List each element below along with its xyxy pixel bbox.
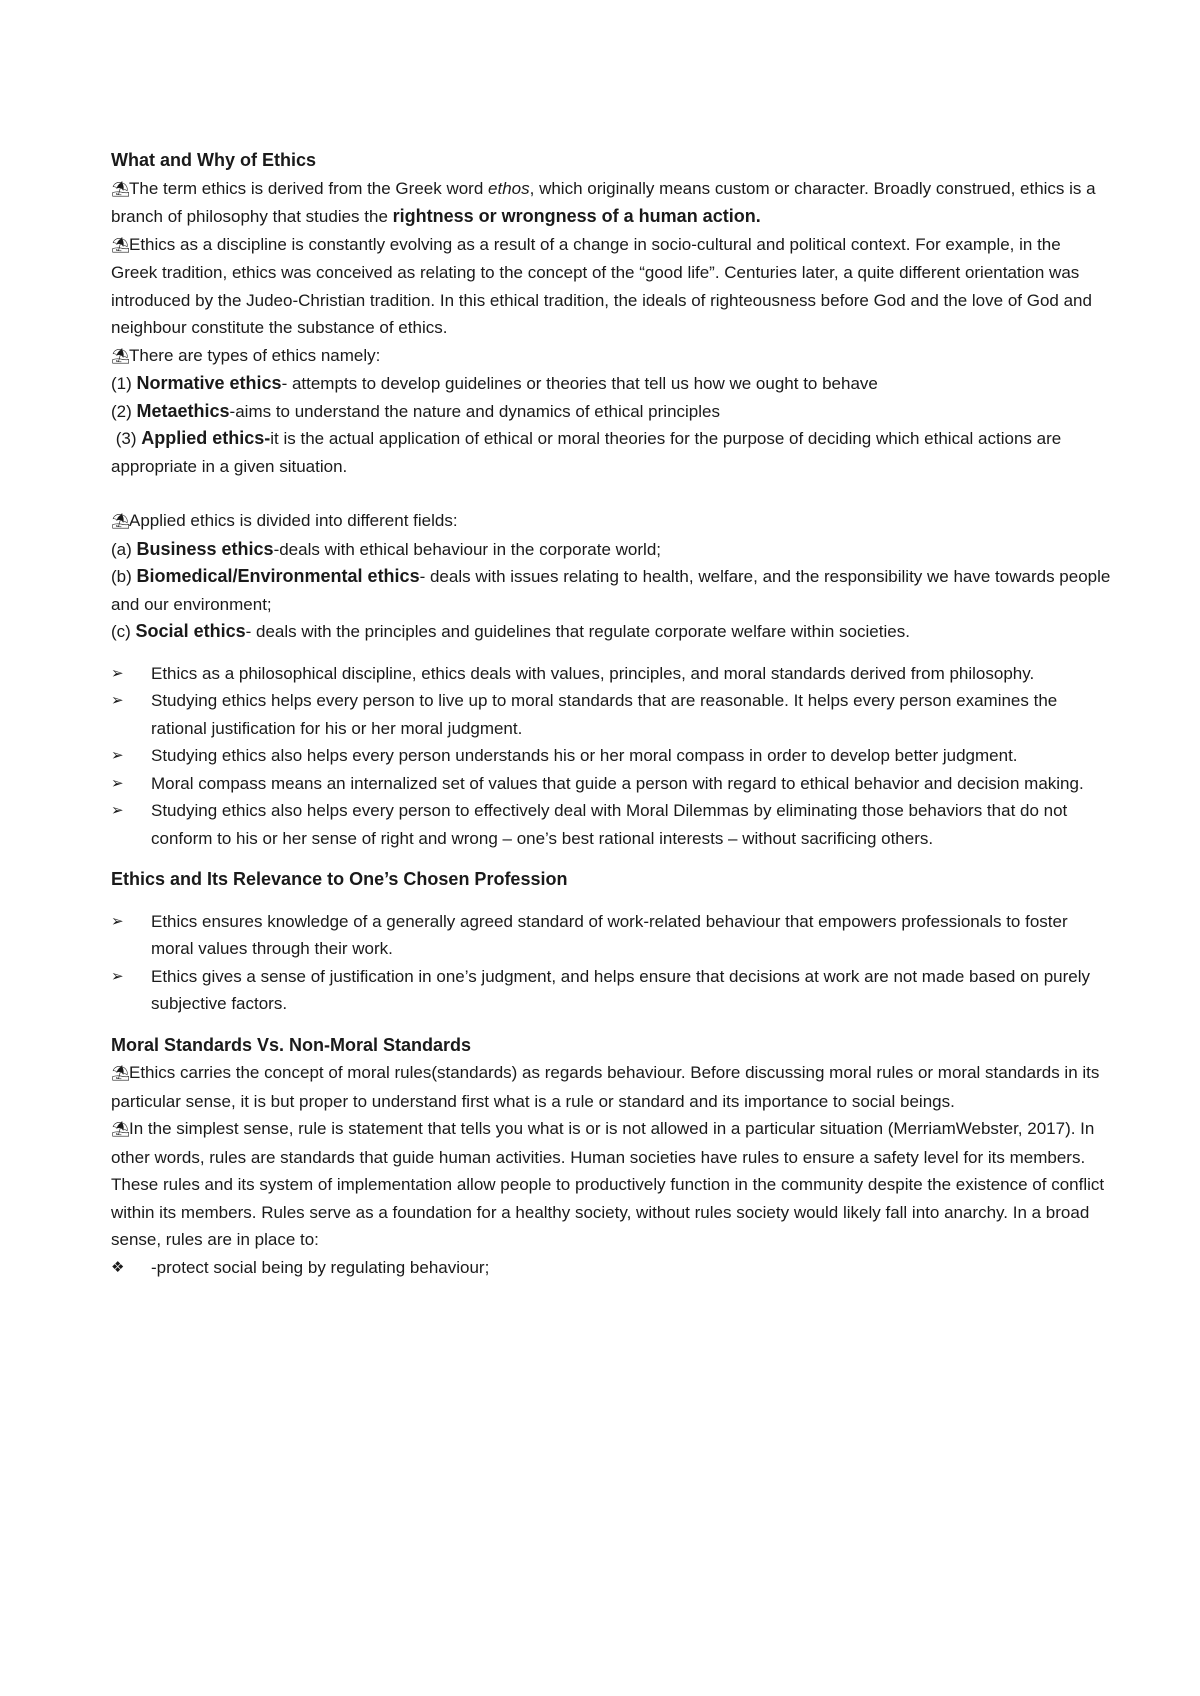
field-item-biomedical: (b) Biomedical/Environmental ethics- deals with issues relating to health, welfare, and the responsibility we have towards people and our environment; (111, 566, 1111, 614)
type-item-metaethics: (2) Metaethics-aims to understand the nature and dynamics of ethical principles (111, 400, 720, 421)
paragraph-fields-intro: ⛱Applied ethics is divided into different fields: (111, 507, 1111, 536)
list-item: ➢ Studying ethics also helps every person to effectively deal with Moral Dilemmas by eliminating those behaviors that do not conform to his or her sense of right and wrong – one’s best rational interests – without sacrificing others. (111, 797, 1111, 852)
umbrella-icon: ⛱ (111, 513, 131, 530)
document-body (111, 147, 1111, 1281)
paragraph-moral-rules: ⛱Ethics carries the concept of moral rules(standards) as regards behaviour. Before discussing moral rules or moral standards in its particular sense, it is but proper to understand first what is a rule or standard and its importance to social beings. (111, 1059, 1111, 1115)
umbrella-icon: ⛱ (111, 347, 131, 365)
umbrella-icon: ⛱ (111, 1065, 131, 1082)
list-item: ➢ Ethics gives a sense of justification in one’s judgment, and helps ensure that decisions at work are not made based on purely subjective factors. (111, 963, 1111, 1018)
section-heading-moral-standards: Moral Standards Vs. Non-Moral Standards (111, 1034, 472, 1055)
umbrella-icon: ⛱ (111, 1121, 131, 1138)
arrow-bullet-icon: ➢ (111, 912, 124, 930)
type-item-normative: (1) Normative ethics- attempts to develop guidelines or theories that tell us how we ought to behave (111, 373, 878, 393)
section-heading-what-and-why: What and Why of Ethics (111, 150, 316, 170)
paragraph-ethos: ⛱The term ethics is derived from the Greek word ethos, which originally means custom or character. Broadly construed, ethics is a branch of philosophy that studies the rightness or wrongness of a human action. (111, 175, 1111, 231)
paragraph-types-intro: ⛱There are types of ethics namely: (111, 342, 1111, 371)
list-item: ➢ Ethics as a philosophical discipline, ethics deals with values, principles, and moral standards derived from philosophy. (111, 660, 1111, 688)
field-item-business: (a) Business ethics-deals with ethical behaviour in the corporate world; (111, 538, 661, 559)
list-item: ➢ Studying ethics helps every person to live up to moral standards that are reasonable. It helps every person examines the rational justification for his or her moral judgment. (111, 687, 1111, 742)
arrow-bullet-icon: ➢ (111, 967, 124, 985)
umbrella-icon: ⛱ (111, 236, 131, 254)
diamond-bullet-icon: ❖ (111, 1258, 125, 1276)
field-item-social: (c) Social ethics- deals with the principles and guidelines that regulate corporate welfare within societies. (111, 621, 910, 641)
list-item: ➢ Moral compass means an internalized set of values that guide a person with regard to ethical behavior and decision making. (111, 770, 1111, 798)
paragraph-evolving: ⛱Ethics as a discipline is constantly evolving as a result of a change in socio-cultural and political context. For example, in the Greek tradition, ethics was conceived as relating to the concept of the “good life”. Centuries later, a quite different orientation was introduced by the Judeo-Christian tradition. In this ethical tradition, the ideals of righteousness before God and the love of God and neighbour constitute the substance of ethics. (111, 231, 1111, 342)
type-item-applied: (3) Applied ethics-it is the actual application of ethical or moral theories for the purpose of deciding which ethical actions are appropriate in a given situation. (111, 428, 1062, 476)
arrow-bullet-icon: ➢ (111, 774, 124, 792)
section-heading-relevance: Ethics and Its Relevance to One’s Chosen Profession (111, 869, 568, 889)
umbrella-icon: ⛱ (111, 180, 131, 198)
list-item: ➢ Studying ethics also helps every person understands his or her moral compass in order to develop better judgment. (111, 742, 1111, 770)
arrow-bullet-icon: ➢ (111, 802, 124, 819)
arrow-bullet-icon: ➢ (111, 747, 124, 764)
paragraph-rule-definition: ⛱In the simplest sense, rule is statement that tells you what is or is not allowed in a particular situation (MerriamWebster, 2017). In other words, rules are standards that guide human activities. Human societies have rules to ensure a safety level for its members. These rules and its system of implementation allow people to productively function in the community despite the existence of conflict within its members. Rules serve as a foundation for a healthy society, without rules society would likely fall into anarchy. In a broad sense, rules are in place to: (111, 1115, 1111, 1254)
arrow-bullet-icon: ➢ (111, 664, 124, 682)
list-item: ❖ -protect social being by regulating behaviour; (111, 1254, 1111, 1282)
list-item: ➢ Ethics ensures knowledge of a generally agreed standard of work-related behaviour that empowers professionals to foster moral values through their work. (111, 908, 1111, 963)
arrow-bullet-icon: ➢ (111, 692, 124, 709)
